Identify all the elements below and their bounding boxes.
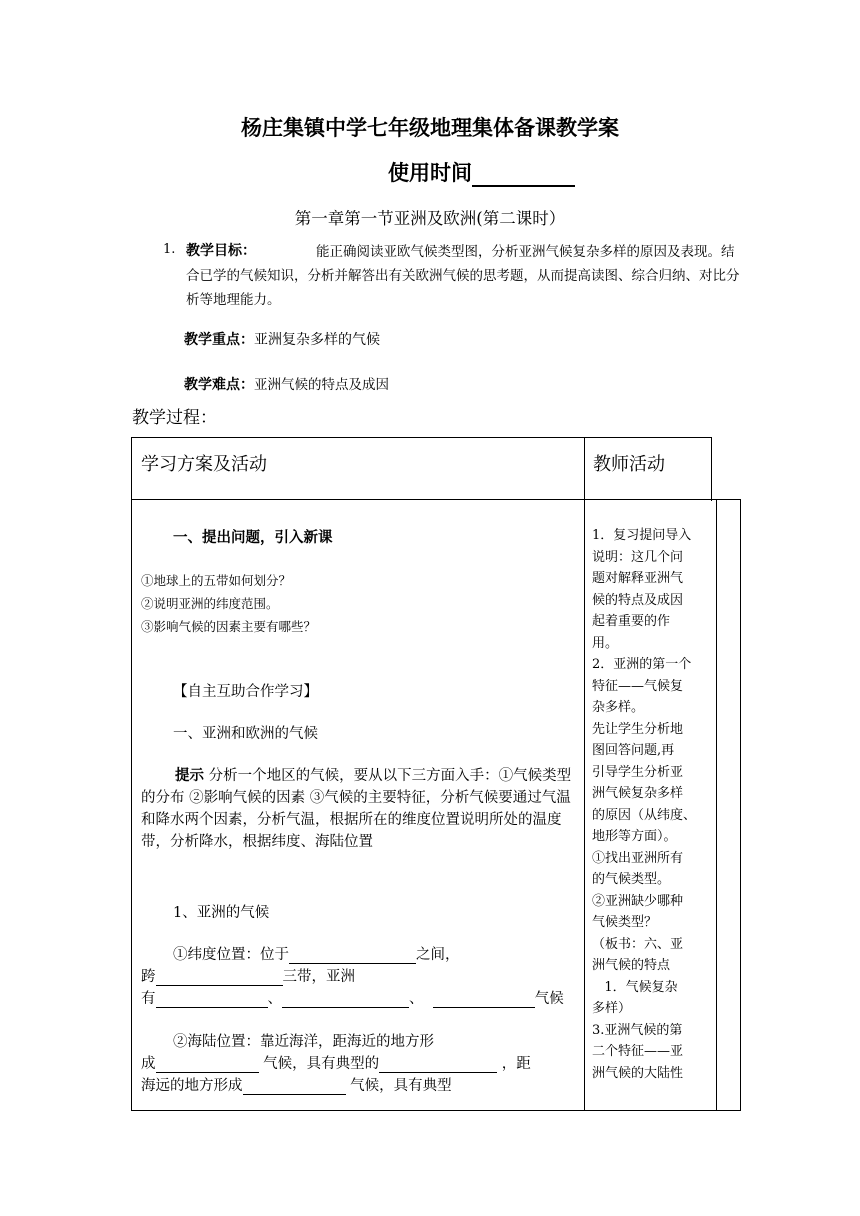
latitude-line-2 — [141, 965, 355, 986]
teacher-note-line: 1．气候复杂 — [592, 979, 678, 995]
difficult-point — [184, 373, 389, 394]
blank-climate-1[interactable] — [156, 990, 268, 1008]
teacher-note-line: 洲气候的特点 — [592, 958, 671, 973]
latitude-text-e: 有 — [141, 991, 156, 1007]
header-right-border — [711, 437, 712, 501]
use-time-blank — [472, 163, 575, 187]
latitude-line-1 — [173, 943, 460, 964]
question-1: ①地球上的五带如何划分？ — [141, 573, 292, 588]
self-study-heading: 【自主互助合作学习】 — [173, 684, 318, 700]
asia-climate-heading: 1、亚洲的气候 — [173, 905, 270, 921]
teacher-notes — [592, 525, 714, 1084]
latitude-line-3 — [141, 987, 564, 1008]
blank-sea-feature[interactable] — [379, 1055, 497, 1073]
objectives-number: 1. — [163, 242, 176, 257]
latitude-text-d: 三带，亚洲 — [282, 969, 355, 985]
teacher-note-line: 先让学生分析地 — [592, 721, 684, 737]
body-right-border — [740, 499, 741, 1111]
section-title: 一、提出问题，引入新课 — [173, 530, 333, 546]
latitude-text-f: 、 — [267, 991, 282, 1007]
teacher-note-line: 起着重要的作 — [592, 614, 671, 629]
teacher-note-line: 说明：这几个问 — [592, 549, 684, 565]
teacher-note-line: 3.亚洲气候的第 — [592, 1022, 683, 1038]
key-point — [184, 329, 380, 349]
header-bottom-border — [131, 499, 741, 500]
blank-climate-2[interactable] — [282, 990, 409, 1008]
latitude-text-a: ①纬度位置：位于 — [173, 947, 289, 963]
teacher-note-line: 1．复习提问导入 — [592, 528, 692, 543]
chapter-heading: 第一章第一节亚洲及欧洲(第二课时） — [294, 209, 566, 228]
teacher-note-line: 洲气候复杂多样 — [592, 786, 684, 801]
question-2: ②说明亚洲的纬度范围。 — [141, 596, 279, 611]
teacher-note-line: 洲气候的大陆性 — [592, 1065, 684, 1081]
teacher-note-line: 的原因（从纬度、 — [592, 807, 697, 823]
prompt-label: 提示 — [175, 768, 204, 784]
teacher-note-line: 多样） — [592, 1001, 632, 1016]
teacher-note-line: 引导学生分析亚 — [592, 764, 684, 780]
teacher-note-line: 题对解释亚洲气 — [592, 571, 684, 586]
key-point-label: 教学重点： — [184, 332, 254, 348]
sea-text-e: 海远的地方形成 — [141, 1078, 243, 1094]
teacher-note-line: 用。 — [592, 635, 619, 651]
table-middle-divider — [584, 437, 585, 1111]
process-label: 教学过程： — [132, 408, 217, 428]
part1-heading: 一、亚洲和欧洲的气候 — [173, 726, 318, 742]
difficult-point-label: 教学难点： — [184, 377, 254, 393]
blank-sea-near[interactable] — [156, 1055, 259, 1073]
teacher-note-line: 二个特征——亚 — [592, 1044, 684, 1059]
blank-latitude-range[interactable] — [289, 946, 416, 964]
teacher-note-line: 地形等方面）。 — [592, 829, 677, 844]
difficult-point-text: 亚洲气候的特点及成因 — [254, 377, 389, 393]
teacher-note-line: 的气候类型。 — [592, 872, 671, 887]
table-top-border — [131, 437, 711, 438]
body-inner-border — [716, 499, 717, 1111]
document-title: 杨庄集镇中学七年级地理集体备课教学案 — [241, 116, 619, 140]
sea-text-d: ，距 — [501, 1056, 531, 1072]
use-time-label: 使用时间 — [388, 161, 472, 185]
teacher-note-line: 候的特点及成因 — [592, 592, 684, 608]
question-3: ③影响气候的因素主要有哪些？ — [141, 619, 317, 634]
sea-line-3 — [141, 1074, 452, 1095]
blank-zones[interactable] — [156, 968, 283, 986]
prompt-text: 分析一个地区的气候，要从以下三方面入手：①气候类型的分布 ②影响气候的因素 ③气候的主要特征，分析气候要通过气温和降水两个因素，分析气温，根据所在的维度位置说明所处的温度带，分析降水，根据纬度、海陆位置 — [141, 768, 572, 850]
teacher-note-line: （板书：六、亚 — [592, 936, 684, 952]
latitude-text-h: 气候 — [534, 991, 564, 1007]
prompt-paragraph — [141, 765, 579, 853]
sea-line-2 — [141, 1052, 581, 1073]
teacher-note-line: 2．亚洲的第一个 — [592, 657, 692, 672]
col-header-activities: 学习方案及活动 — [141, 454, 267, 475]
sea-text-c: 气候，具有典型的 — [263, 1056, 380, 1072]
teacher-note-line: 图回答问题,再 — [592, 743, 675, 758]
table-bottom-border — [131, 1110, 741, 1111]
latitude-text-c: 跨 — [141, 969, 156, 985]
teacher-note-line: ①找出亚洲所有 — [592, 850, 684, 866]
objectives-text: 能正确阅读亚欧气候类型图，分析亚洲气候复杂多样的原因及表现。结合已学的气候知识，分析并解答出有关欧洲气候的思考题，从而提高读图、综合归纳、对比分析等地理能力。 — [186, 244, 740, 308]
latitude-text-g: 、 — [409, 991, 424, 1007]
sea-text-f: 气候，具有典型 — [350, 1078, 452, 1094]
col-header-teacher: 教师活动 — [593, 454, 665, 475]
use-time-line — [388, 157, 575, 187]
teacher-note-line: ②亚洲缺少哪种 — [592, 893, 684, 909]
latitude-text-b: 之间， — [416, 947, 460, 963]
objectives-label: 教学目标： — [186, 243, 256, 259]
blank-sea-far[interactable] — [243, 1077, 346, 1095]
table-left-border — [131, 437, 132, 1111]
teacher-note-line: 特征——气候复 — [592, 678, 684, 694]
sea-text-b: 成 — [141, 1056, 156, 1072]
sea-line-1: ②海陆位置：靠近海洋，距海近的地方形 — [173, 1034, 434, 1050]
blank-climate-3[interactable] — [433, 990, 535, 1008]
key-point-text: 亚洲复杂多样的气候 — [254, 332, 380, 348]
teacher-note-line: 气候类型？ — [592, 915, 658, 930]
teacher-note-line: 杂多样。 — [592, 700, 645, 715]
